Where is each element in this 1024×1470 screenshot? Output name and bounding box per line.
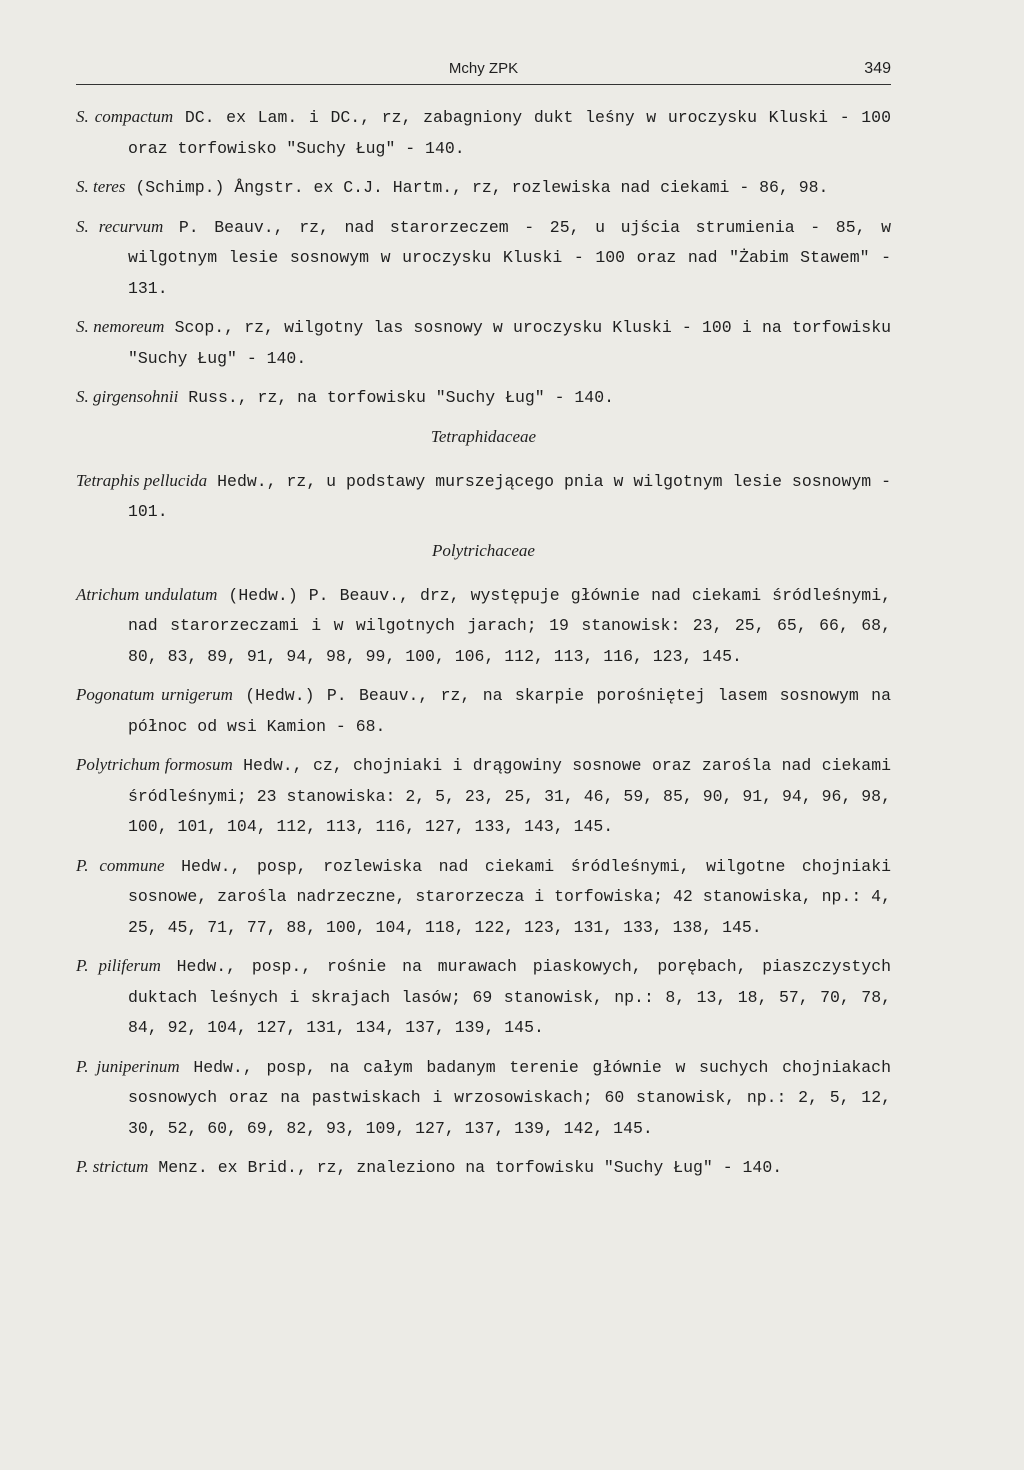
entry-text: P. Beauv., rz, nad starorzeczem - 25, u ujścia strumienia - 85, w wilgotnym lesie sosnowym w uroczysku Kluski - 100 oraz nad "Żabim Stawem" - 131. [128, 217, 892, 298]
species-list [76, 102, 891, 1192]
entry-text: Russ., rz, na torfowisku "Suchy Ług" - 140. [188, 388, 615, 407]
page-number: 349 [864, 60, 891, 77]
taxon-name: Pogonatum urnigerum [76, 685, 233, 704]
species-entry [76, 580, 891, 673]
entry-text: Hedw., rz, u podstawy murszejącego pnia w wilgotnym lesie sosnowym - 101. [128, 471, 891, 521]
entry-text: (Hedw.) P. Beauv., drz, występuje głównie nad ciekami śródleśnymi, nad starorzeczami i w wilgotnych jarach; 19 stanowisk: 23, 25, 65, 66, 68, 80, 83, 89, 91, 94, 98, 99, 100, 106, 112, 113, 116, 123, 145. [128, 585, 891, 666]
entry-text: Scop., rz, wilgotny las sosnowy w uroczysku Kluski - 100 i na torfowisku "Suchy Ług" - 140. [128, 318, 891, 368]
species-entry [76, 102, 891, 164]
entry-text: (Hedw.) P. Beauv., rz, na skarpie porośniętej lasem sosnowym na północ od wsi Kamion - 68. [128, 686, 891, 736]
taxon-name: P. juniperinum [76, 1056, 180, 1076]
entry-text: Hedw., posp, rozlewiska nad ciekami śródleśnymi, wilgotne chojniaki sosnowe, zarośla nadrzeczne, starorzecza i torfowiska; 42 stanowiska, np.: 4, 25, 45, 71, 77, 88, 100, 104, 118, 122, 123, 131, 133, 138, 145. [128, 856, 892, 937]
species-entry [76, 951, 891, 1044]
running-title: Mchy ZPK [448, 60, 519, 77]
species-entry [76, 750, 891, 843]
taxon-name: S. girgensohnii [76, 387, 179, 406]
entry-text: Hedw., cz, chojniaki i drągowiny sosnowe oraz zarośla nad ciekami śródleśnymi; 23 stanowiska: 2, 5, 23, 25, 31, 46, 59, 85, 90, 91, 94, 96, 98, 100, 101, 104, 112, 113, 116, 127, 133, 143, 145. [128, 756, 892, 836]
species-entry [76, 1152, 891, 1184]
family-heading: Tetraphidaceae [430, 426, 537, 446]
taxon-name: S. teres [76, 177, 126, 196]
species-entry [76, 466, 891, 528]
species-entry [76, 172, 891, 204]
entry-text: DC. ex Lam. i DC., rz, zabagniony dukt leśny w uroczysku Kluski - 100 oraz torfowisko "Suchy Ług" - 140. [128, 108, 891, 158]
taxon-name: Atrichum undulatum [76, 584, 218, 604]
species-entry [76, 212, 891, 305]
taxon-name: S. nemoreum [76, 317, 165, 336]
entry-text: Menz. ex Brid., rz, znaleziono na torfowisku "Suchy Ług" - 140. [158, 1158, 783, 1177]
taxon-name: Polytrichum formosum [76, 755, 233, 774]
species-entry [76, 680, 891, 742]
entry-text: (Schimp.) Ångstr. ex C.J. Hartm., rz, rozlewiska nad ciekami - 86, 98. [135, 178, 829, 197]
taxon-name: S. recurvum [76, 216, 164, 236]
entry-text: Hedw., posp., rośnie na murawach piaskowych, porębach, piaszczystych duktach leśnych i skrajach lasów; 69 stanowisk, np.: 8, 13, 18, 57, 70, 78, 84, 92, 104, 127, 131, 134, 137, 139, 145. [128, 957, 891, 1037]
species-entry [76, 382, 891, 414]
taxon-name: Tetraphis pellucida [76, 470, 208, 490]
family-heading: Polytrichaceae [432, 540, 535, 560]
species-entry [76, 1052, 891, 1145]
entry-text: Hedw., posp, na całym badanym terenie głównie w suchych chojniakach sosnowych oraz na pastwiskach i wrzosowiskach; 60 stanowisk, np.: 2, 5, 12, 30, 52, 60, 69, 82, 93, 109, 127, 137, 139, 142, 145. [128, 1057, 891, 1138]
taxon-name: P. strictum [76, 1157, 149, 1176]
page-header [76, 60, 891, 85]
species-entry [76, 312, 891, 374]
taxon-name: S. compactum [76, 107, 174, 126]
species-entry [76, 851, 891, 944]
taxon-name: P. piliferum [76, 956, 161, 975]
taxon-name: P. commune [76, 855, 165, 875]
